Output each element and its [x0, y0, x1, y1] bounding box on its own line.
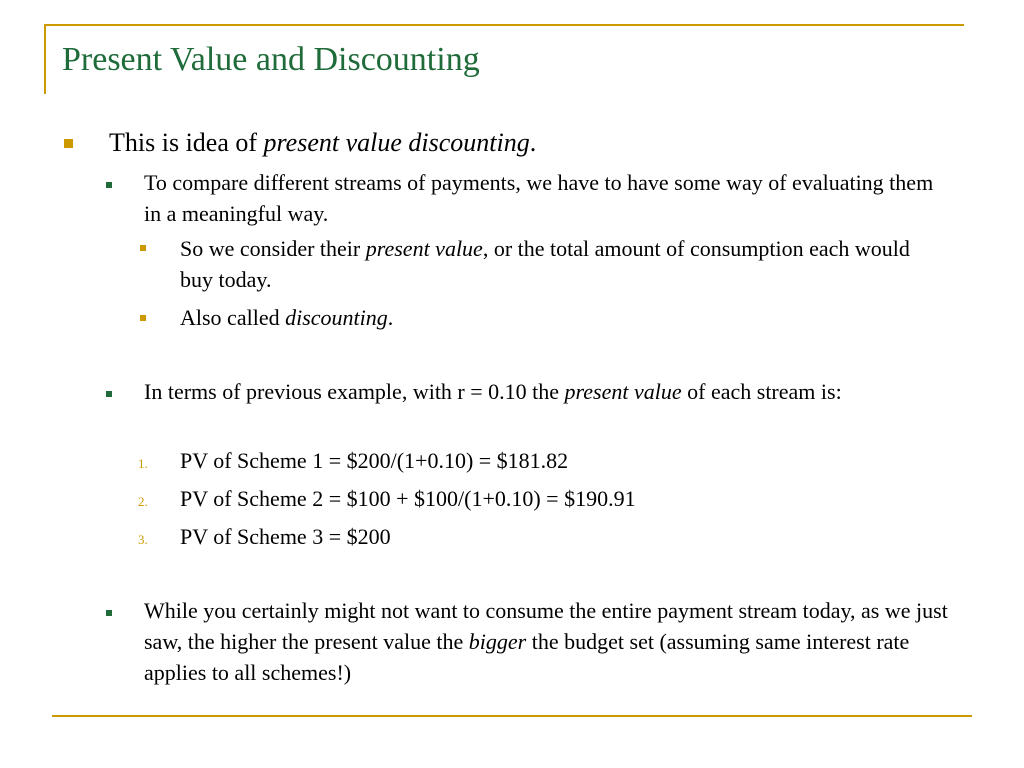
list-item-scheme-3: PV of Scheme 3 = $200 — [180, 524, 391, 549]
bullet-text-pre: In terms of previous example, with r = 0.10 the — [144, 379, 565, 404]
bullet-also-called-discounting — [180, 302, 940, 333]
bullet-text-post: the budget set (assuming same interest rate applies to all schemes!) — [144, 629, 910, 685]
bullet-text-emphasis: discounting — [285, 305, 388, 330]
bullet-text-post: of each stream is: — [681, 379, 842, 404]
bullet-text-pre: While you certainly might not want to consume the entire payment stream today, as we just saw, the higher the present value the — [144, 598, 948, 654]
slide-title: Present Value and Discounting — [62, 41, 480, 78]
bullet-compare-streams: To compare different streams of payments, we have to have some way of evaluating them in a meaningful way. — [144, 170, 934, 226]
bullet-text-post: . — [529, 128, 537, 157]
bullet-square-icon — [140, 245, 146, 251]
bullet-previous-example — [144, 376, 954, 407]
bullet-text-emphasis: present value — [564, 379, 682, 404]
bullet-square-icon — [64, 139, 73, 148]
bullet-text-post: , or the total amount of consumption each would buy today. — [180, 236, 910, 292]
bullet-text-pre: This is idea of — [109, 128, 264, 157]
bullet-budget-set — [144, 595, 954, 688]
bullet-text-post: . — [387, 305, 394, 330]
bullet-text-emphasis: present value — [365, 236, 483, 261]
bullet-text-pre: Also called — [180, 305, 286, 330]
bullet-square-icon — [140, 315, 146, 321]
bullet-square-icon — [106, 610, 112, 616]
bullet-square-icon — [106, 182, 112, 188]
list-number: 2. — [138, 494, 148, 509]
bullet-consider-present-value — [180, 233, 940, 295]
bullet-text-pre: So we consider their — [180, 236, 366, 261]
list-item-scheme-1: PV of Scheme 1 = $200/(1+0.10) = $181.82 — [180, 448, 569, 473]
bullet-present-value-discounting — [109, 126, 969, 160]
bullet-text-emphasis: bigger — [468, 629, 527, 654]
bullet-text-emphasis: present value discounting — [263, 128, 530, 157]
list-number: 3. — [138, 532, 148, 547]
list-item-scheme-2: PV of Scheme 2 = $100 + $100/(1+0.10) = $190.91 — [180, 486, 636, 511]
list-number: 1. — [138, 456, 148, 471]
bullet-square-icon — [106, 391, 112, 397]
